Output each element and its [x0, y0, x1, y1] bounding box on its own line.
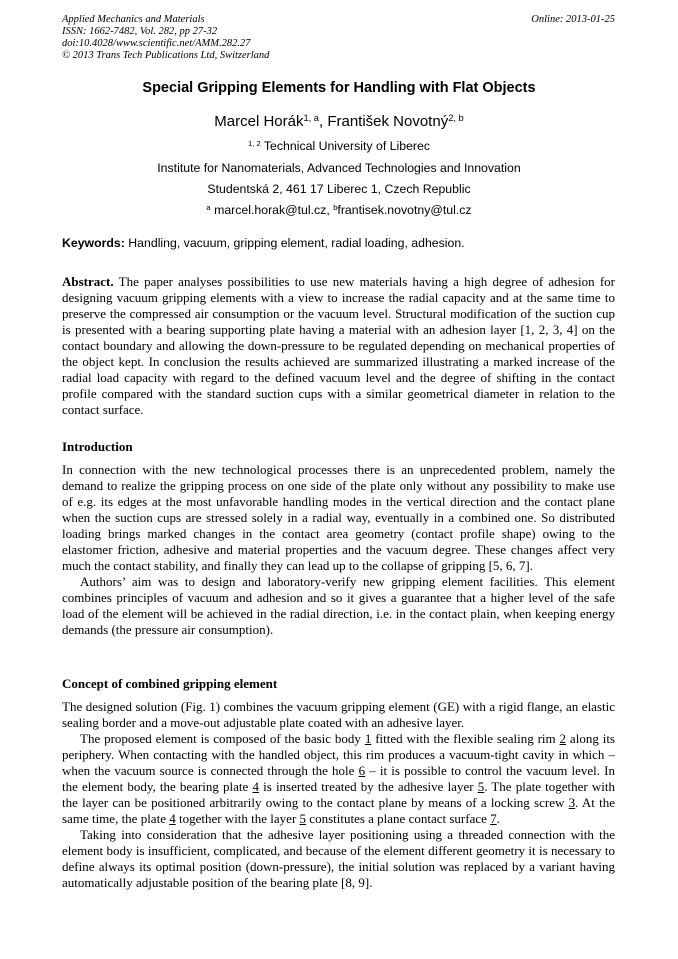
introduction-body	[62, 462, 615, 638]
email-separator: ,	[326, 203, 334, 217]
abstract	[62, 274, 615, 418]
online-date: Online: 2013-01-25	[531, 14, 615, 25]
concept-body	[62, 699, 615, 891]
concept-text: constitutes a plane contact surface	[306, 811, 491, 826]
concept-text: together with the layer	[175, 811, 300, 826]
keywords-label: Keywords:	[62, 236, 125, 250]
concept-text: . The plate together with the layer can be positioned arbitrarily owing to the contact plane by means of a locking screw	[62, 779, 615, 810]
concept-text: along its periphery. When contacting with the handled object, this rim produces a vacuum-tight cavity in which – when the vacuum source is connected through the hole	[62, 731, 615, 778]
introduction-paragraph-1: In connection with the new technological processes there is an unprecedented problem, namely the demand to realize the gripping process on one side of the plate only without any possibility to make use of e.g. its edges at the most unfavorable handling modes in the vertical direction and the contact plane when the suction cups are stressed solely in a radial way, eventually in a combined one. So distributed loading brings marked changes in the contact area geometry (contact profile shape) owing to the elastomer friction, adhesive and material properties and the vacuum degree. These changes affect very much the contact stability, and finally they can lead up to the collapse of gripping [5, 6, 7].	[62, 462, 615, 573]
part-number-ref: 4	[252, 779, 259, 794]
affiliation-address: Studentská 2, 461 17 Liberec 1, Czech Republic	[207, 182, 471, 196]
concept-text: – it is possible to control the vacuum level. In the element body, the bearing plate	[62, 763, 615, 794]
author-1-affiliation-mark: 1, a	[303, 112, 319, 123]
concept-paragraph-2	[62, 731, 615, 827]
abstract-label: Abstract.	[62, 274, 114, 289]
part-number-ref: 1	[364, 731, 372, 746]
concept-text: . At the same time, the plate	[62, 795, 615, 826]
part-number-ref: 5	[477, 779, 485, 794]
author-2: František Novotný	[327, 113, 449, 130]
email-a-mark: a	[206, 202, 211, 212]
author-1: Marcel Horák	[214, 113, 304, 130]
copyright-line: © 2013 Trans Tech Publications Ltd, Switzerland	[62, 50, 270, 61]
part-number-ref: 6	[358, 763, 366, 778]
author-line	[0, 113, 678, 130]
journal-header	[62, 14, 615, 62]
concept-text: fitted with the flexible sealing rim	[371, 731, 560, 746]
concept-text: The proposed element is composed of the basic body	[80, 731, 365, 746]
concept-text: .	[496, 811, 500, 826]
affiliation-university	[0, 139, 678, 153]
concept-text: is inserted treated by the adhesive layer	[258, 779, 478, 794]
affiliation-institute: Institute for Nanomaterials, Advanced Technologies and Innovation	[157, 161, 521, 175]
part-number-ref: 4	[169, 811, 176, 826]
keywords	[62, 236, 615, 250]
part-number-ref: 2	[559, 731, 567, 746]
part-number-ref: 5	[299, 811, 307, 826]
part-number-ref: 7	[490, 811, 497, 826]
email-b[interactable]: frantisek.novotny@tul.cz	[337, 203, 472, 217]
introduction-heading: Introduction	[62, 439, 133, 454]
paper-title: Special Gripping Elements for Handling with Flat Objects	[142, 80, 536, 96]
part-number-ref: 3	[568, 795, 576, 810]
author-separator: ,	[318, 113, 328, 130]
concept-paragraph-3: Taking into consideration that the adhesive layer positioning using a threaded connection with the element body is insufficient, complicated, and because of the element different geometry it is necessary to define always its optimal position (down-pressure), the initial solution was replaced by a variant having automatically adjustable position of the bearing plate [8, 9].	[62, 827, 615, 890]
university-name: Technical University of Liberec	[263, 139, 430, 153]
keywords-text: Handling, vacuum, gripping element, radial loading, adhesion.	[128, 236, 465, 250]
abstract-text: The paper analyses possibilities to use new materials having a high degree of adhesion for designing vacuum gripping elements with a view to increase the radial capacity and at the same time to preserve the compressed air consumption or the vacuum level. Structural modification of the suction cup is presented with a bearing supporting plate having a material with an adhesion layer [1, 2, 3, 4] on the contact boundary and allowing the down-pressure to be regulated depending on mechanical properties of the object kept. In conclusion the results achieved are summarized illustrating a marked increase of the radial load capacity with regard to the defined vacuum level and the degree of shifting in the contact profile compared with the standard suction cups with a similar geometrical diameter in relation to the contact surface.	[62, 274, 615, 417]
author-2-affiliation-mark: 2, b	[448, 112, 464, 123]
concept-heading: Concept of combined gripping element	[62, 676, 278, 691]
author-emails	[0, 203, 678, 217]
doi-line[interactable]: doi:10.4028/www.scientific.net/AMM.282.27	[62, 38, 251, 49]
issn-line: ISSN: 1662-7482, Vol. 282, pp 27-32	[62, 26, 218, 37]
affiliation-mark: 1, 2	[248, 138, 261, 148]
email-a[interactable]: marcel.horak@tul.cz	[214, 203, 327, 217]
introduction-paragraph-2: Authors’ aim was to design and laboratory-verify new gripping element facilities. This element combines principles of vacuum and adhesion and so it gives a guarantee that a higher level of the safe load of the element will be achieved in the radial direction, i.e. in the contact plain, when keeping energy demands (the pressure air consumption).	[62, 574, 615, 637]
concept-paragraph-1: The designed solution (Fig. 1) combines the vacuum gripping element (GE) with a rigid flange, an elastic sealing border and a move-out adjustable plate coated with an adhesive layer.	[62, 699, 615, 730]
journal-name: Applied Mechanics and Materials	[62, 14, 205, 25]
email-b-mark: b	[333, 202, 338, 212]
